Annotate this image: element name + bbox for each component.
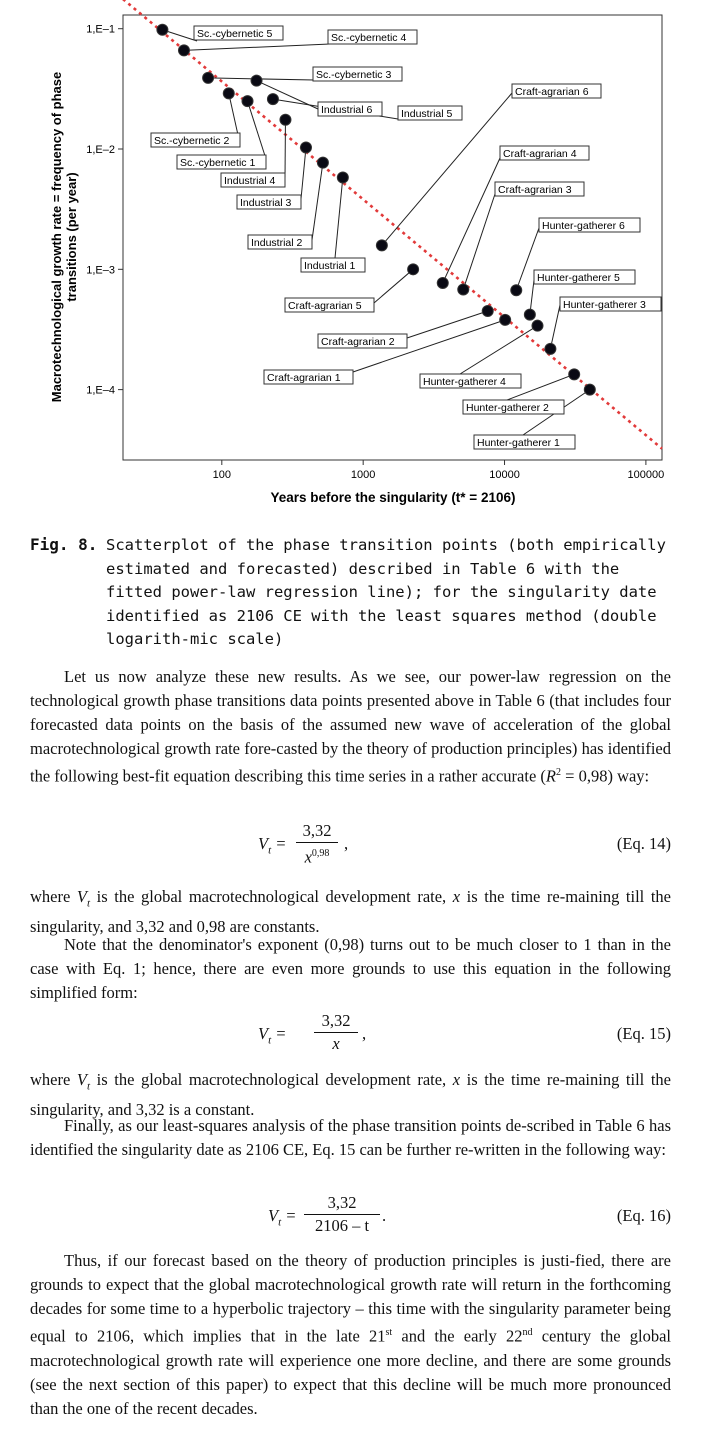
data-point (178, 45, 189, 56)
data-point (267, 94, 278, 105)
y-tick-label: 1,E–1 (86, 23, 115, 36)
data-point (545, 343, 556, 354)
data-point (251, 75, 262, 86)
point-label: Craft-agrarian 5 (288, 300, 362, 312)
data-point (203, 72, 214, 83)
x-tick-label: 1000 (350, 469, 376, 481)
data-point (532, 320, 543, 331)
data-point (242, 96, 253, 107)
point-label: Hunter-gatherer 5 (537, 272, 620, 284)
data-point (511, 285, 522, 296)
data-point (437, 277, 448, 288)
point-label: Industrial 1 (304, 260, 356, 272)
point-label: Hunter-gatherer 2 (466, 402, 549, 414)
figure-caption (30, 533, 675, 652)
paragraph-5: Finally, as our least-squares analysis of the phase transition points de-scribed in Table 6 has identified the singularity date as 2106 CE, Eq. 15 can be further re-written in the following way: (30, 1116, 671, 1159)
point-label: Industrial 2 (251, 237, 303, 249)
y-axis-title-line1: Macrotechnological growth rate = frequency of phase (49, 71, 64, 403)
point-label: Craft-agrarian 6 (515, 86, 589, 98)
point-label: Hunter-gatherer 3 (563, 299, 646, 311)
data-point (300, 142, 311, 153)
y-tick-label: 1,E–2 (86, 144, 115, 157)
point-label: Craft-agrarian 2 (321, 336, 395, 348)
point-label: Sc.-cybernetic 1 (180, 157, 256, 169)
data-point (458, 284, 469, 295)
paragraph-3: Note that the denominator's exponent (0,98) turns out to be much closer to 1 than in the case with Eq. 1; hence, there are even more grounds to use this equation in the following simplified form: (30, 935, 671, 1002)
scatter-chart (0, 0, 703, 520)
data-point (524, 309, 535, 320)
point-label: Sc.-cybernetic 5 (197, 28, 273, 40)
y-tick-label: 1,E–3 (86, 264, 115, 277)
point-label: Industrial 3 (240, 197, 292, 209)
x-tick-label: 100 (212, 469, 231, 481)
caption-text: Scatterplot of the phase transition points (both empirically estimated and forecasted) described in Table 6 with the fitted power-law regression line); for the singularity date identified as 2106 CE with the least squares method (double logarith-mic scale) (106, 536, 666, 648)
data-point (157, 24, 168, 35)
paragraph-2: where $V_t$ is the global macrotechnological development rate, x is the time re-maining till the singularity, and 3,32 and 0,98 are constants. (30, 887, 671, 937)
point-label: Industrial 4 (224, 175, 276, 187)
data-point (584, 384, 595, 395)
point-label: Sc.-cybernetic 3 (316, 69, 392, 81)
data-point (280, 114, 291, 125)
x-axis-title: Years before the singularity (t* = 2106) (270, 490, 516, 505)
y-axis-title-line2: transitions (per year) (64, 172, 79, 302)
x-tick-label: 100000 (627, 469, 665, 481)
paragraph-4: where $V_t$ is the global macrotechnological development rate, x is the time re-maining till the singularity, and 3,32 is a constant. (30, 1070, 671, 1120)
point-label: Industrial 5 (401, 108, 453, 120)
point-label: Craft-agrarian 4 (503, 148, 577, 160)
data-point (569, 369, 580, 380)
paragraph-1: Let us now analyze these new results. As we see, our power-law regression on the technological growth phase transitions data points presented above in Table 6 (that includes four forecasted data points on the basis of the assumed new wave of acceleration of the global macrotechnological growth rate fore-casted by the theory of production principles) has identified the following best-fit equation describing this time series in a rather accurate $(R^2 = 0,98)$ way: (30, 667, 671, 786)
data-point (376, 240, 387, 251)
point-label: Industrial 6 (321, 104, 373, 116)
data-point (337, 172, 348, 183)
paragraph-6: Thus, if our forecast based on the theory of production principles is justi-fied, there are grounds to expect that the global macrotechnological growth rate will return in the forthcoming decades for some time to a hyperbolic trajectory – this time with the singularity parameter being equal to 2106, which implies that in the late 21st and the early 22nd century the global macrotechnological growth rate will experience one more decline, and there are some grounds (see the next section of this paper) to expect that this decline will be much more pronounced than the one of the recent decades. (30, 1251, 671, 1418)
point-label: Hunter-gatherer 1 (477, 437, 560, 449)
point-label: Sc.-cybernetic 2 (154, 135, 230, 147)
x-tick-label: 10000 (489, 469, 520, 481)
point-label: Sc.-cybernetic 4 (331, 32, 407, 44)
point-label: Craft-agrarian 1 (267, 372, 341, 384)
point-label: Craft-agrarian 3 (498, 184, 572, 196)
data-point (500, 314, 511, 325)
equation-16: $V_t$ = $\frac{3,32}{2106 - t}$ . (Eq. 16) (268, 1193, 671, 1235)
equation-15: $V_t$ = $\frac{3,32}{x}$ , (Eq. 15) (258, 1011, 671, 1053)
data-point (317, 157, 328, 168)
data-point (482, 306, 493, 317)
point-label: Hunter-gatherer 4 (423, 376, 506, 388)
data-point (408, 264, 419, 275)
figure-number: Fig. 8. (30, 535, 98, 554)
point-label: Hunter-gatherer 6 (542, 220, 625, 232)
data-point (223, 88, 234, 99)
y-tick-label: 1,E–4 (86, 384, 115, 397)
equation-14: $V_t$ = $\frac{3,32}{x^{0,98}}$ , (Eq. 14) (258, 821, 671, 867)
